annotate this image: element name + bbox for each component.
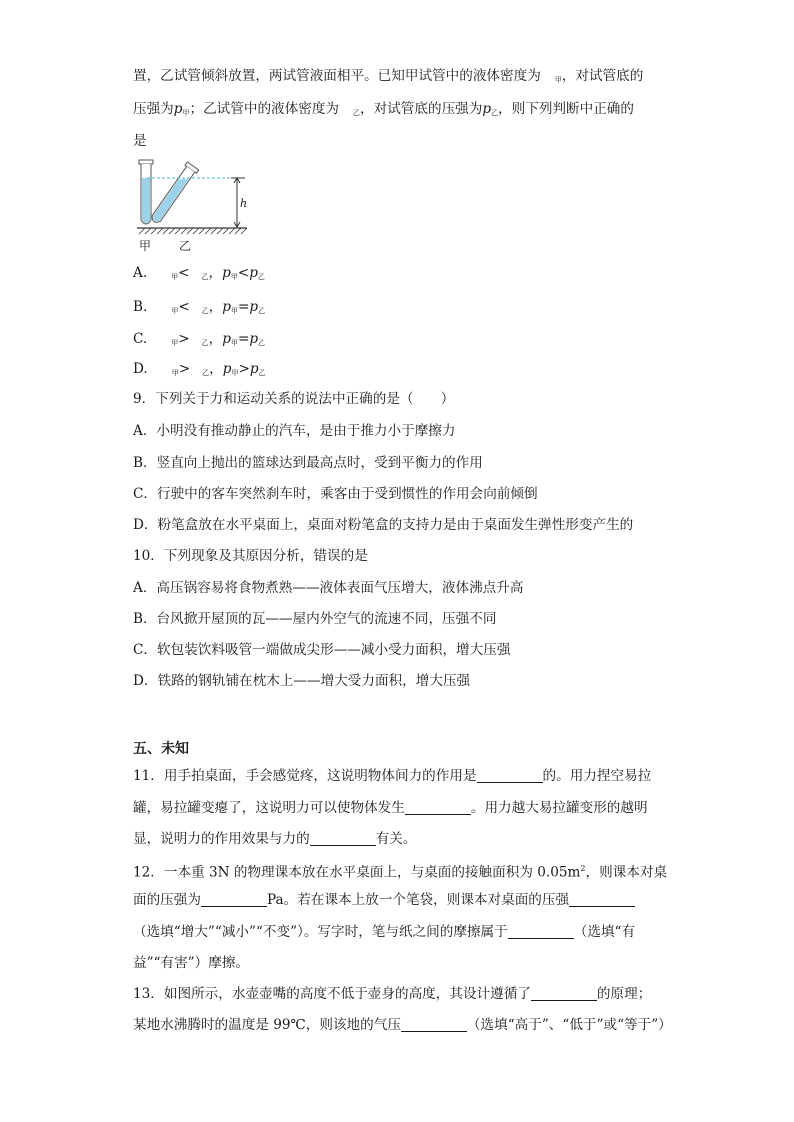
q12-text: （选填“增大”“减小”“不变”）。写字时，笔与纸之间的摩擦属于 <box>133 924 508 940</box>
relation: = <box>237 331 250 347</box>
q13-line-1 <box>133 984 651 1004</box>
relation: < <box>178 265 190 281</box>
q12-text: 12．一本重 3N 的物理课本放在水平桌面上，与桌面的接触面积为 0.05m <box>133 864 581 881</box>
answer-blank[interactable] <box>569 892 635 907</box>
subscript: 甲 <box>230 339 238 347</box>
pressure-symbol: p <box>249 331 259 347</box>
q13-text: 某地水沸腾时的温度是 99℃，则该地的气压 <box>133 1017 401 1033</box>
intro-line-1 <box>133 66 643 90</box>
subscript: 甲 <box>231 307 238 315</box>
pressure-symbol: p <box>222 299 231 315</box>
pressure-symbol: p <box>222 361 232 377</box>
intro-text: ，对试管底的 <box>561 68 644 84</box>
q12-text: ，则课本对桌 <box>585 864 668 881</box>
q11-text: 。用力越大易拉罐变形的越明 <box>470 800 648 816</box>
intro-text: 置，乙试管倾斜放置，两试管液面相平。已知甲试管中的液体密度为 <box>133 68 541 84</box>
subscript: 甲 <box>230 273 238 281</box>
subscript: 乙 <box>258 307 266 315</box>
q9-stem: 9．下列关于力和运动关系的说法中正确的是（ ） <box>133 391 455 407</box>
relation: > <box>238 361 250 377</box>
relation: > <box>178 331 190 347</box>
answer-blank[interactable] <box>401 1017 467 1032</box>
q9-option-b: B．竖直向上抛出的篮球达到最高点时，受到平衡力的作用 <box>133 455 483 471</box>
q12-line-2 <box>133 890 635 910</box>
comma: ， <box>209 361 223 377</box>
subscript: 乙 <box>257 273 265 281</box>
subscript: 甲 <box>171 339 179 347</box>
q10-option-d: D．铁路的钢轨铺在枕木上——增大受力面积，增大压强 <box>133 673 471 689</box>
q11-text: 的。用力捏空易拉 <box>542 768 652 784</box>
q10-option-b: B．台风掀开屋顶的瓦——屋内外空气的流速不同，压强不同 <box>133 611 497 627</box>
q11-line-3 <box>133 829 417 849</box>
section-title: 五、未知 <box>133 741 189 757</box>
test-tube-diagram <box>133 156 258 254</box>
pressure-symbol: p <box>173 101 183 117</box>
q12-text: Pa。若在课本上放一个笔袋，则课本对桌面的压强 <box>266 892 570 908</box>
comma: ， <box>208 299 223 315</box>
relation: < <box>178 299 190 315</box>
q13-text: （选填“高于”、“低于”或“等于”） <box>466 1017 672 1033</box>
q8-option-a <box>133 263 265 287</box>
q11-text: 11．用手拍桌面，手会感觉疼，这说明物体间力的作用是 <box>133 768 477 784</box>
q12-line-4: 益”“有害”）摩擦。 <box>133 955 250 971</box>
subscript: 甲 <box>171 369 179 377</box>
intro-text: ；乙试管中的液体密度为 <box>189 101 340 117</box>
option-letter: D. <box>133 361 148 377</box>
test-tube-jia <box>139 160 153 224</box>
subscript: 甲 <box>554 76 562 84</box>
subscript: 乙 <box>201 339 209 347</box>
intro-text: 压强为 <box>133 101 174 117</box>
q10-stem: 10．下列现象及其原因分析，错误的是 <box>133 548 368 564</box>
q9-option-c: C．行驶中的客车突然刹车时，乘客由于受到惯性的作用会向前倾倒 <box>133 486 538 502</box>
q12-line-3 <box>133 922 635 942</box>
test-tube-yi <box>148 162 198 226</box>
relation: > <box>178 361 191 377</box>
q12-text: （选填“有 <box>573 924 636 940</box>
subscript: 乙 <box>258 369 266 377</box>
comma: ， <box>208 331 223 347</box>
q13-text: 的原理； <box>596 986 652 1002</box>
pressure-symbol: p <box>249 361 259 377</box>
comma: ， <box>208 265 223 281</box>
subscript: 甲 <box>182 109 190 117</box>
answer-blank[interactable] <box>508 924 574 939</box>
ground-hatching <box>139 228 247 234</box>
subscript: 乙 <box>201 307 209 315</box>
q13-line-2 <box>133 1015 672 1035</box>
subscript: 甲 <box>171 273 179 281</box>
option-letter: C. <box>133 331 148 347</box>
answer-blank[interactable] <box>405 800 471 815</box>
label-jia: 甲 <box>139 239 152 253</box>
q12-line-1 <box>133 859 667 883</box>
pressure-symbol: p <box>249 265 258 281</box>
q11-text: 罐，易拉罐变瘪了，这说明力可以使物体发生 <box>133 800 405 816</box>
subscript: 甲 <box>171 307 179 315</box>
q10-option-a: A．高压锅容易将食物煮熟——液体表面气压增大，液体沸点升高 <box>133 580 524 596</box>
q12-text: 面的压强为 <box>133 892 201 908</box>
intro-text: ，对试管底的压强为 <box>360 101 483 117</box>
pressure-symbol: p <box>482 101 492 117</box>
pressure-symbol: p <box>222 265 231 281</box>
option-letter: B. <box>133 299 148 315</box>
q8-option-c <box>133 329 265 353</box>
q11-text: 显，说明力的作用效果与力的 <box>133 831 310 847</box>
superscript: 2 <box>580 864 586 873</box>
subscript: 乙 <box>201 273 209 281</box>
q13-text: 13．如图所示，水壶壶嘴的高度不低于壶身的高度，其设计遵循了 <box>133 986 531 1002</box>
q8-option-d <box>133 359 266 383</box>
q11-line-1 <box>133 766 651 786</box>
intro-text: 是 <box>133 133 147 149</box>
answer-blank[interactable] <box>531 986 597 1001</box>
pressure-symbol: p <box>249 299 259 315</box>
answer-blank[interactable] <box>310 831 376 846</box>
q8-option-b <box>133 297 265 321</box>
subscript: 甲 <box>231 369 239 377</box>
intro-line-3 <box>133 131 147 151</box>
subscript: 乙 <box>491 109 499 117</box>
relation: = <box>238 299 250 315</box>
intro-line-2 <box>133 99 634 123</box>
intro-text: ，则下列判断中正确的 <box>498 101 634 117</box>
q10-option-c: C．软包装饮料吸管一端做成尖形——减小受力面积，增大压强 <box>133 642 511 658</box>
q9-option-a: A．小明没有推动静止的汽车，是由于推力小于摩擦力 <box>133 423 456 439</box>
test-tube-figure <box>133 156 258 258</box>
subscript: 乙 <box>202 369 210 377</box>
option-letter: A. <box>133 265 148 281</box>
answer-blank[interactable] <box>201 892 267 907</box>
q9-option-d: D．粉笔盒放在水平桌面上，桌面对粉笔盒的支持力是由于桌面发生弹性形变产生的 <box>133 517 634 533</box>
relation: < <box>237 265 250 281</box>
q11-text: 有关。 <box>375 831 417 847</box>
q11-line-2 <box>133 798 648 818</box>
answer-blank[interactable] <box>477 768 543 783</box>
subscript: 乙 <box>258 339 266 347</box>
label-yi: 乙 <box>179 239 192 253</box>
pressure-symbol: p <box>222 331 231 347</box>
subscript: 乙 <box>353 109 361 117</box>
label-h: h <box>240 197 248 210</box>
